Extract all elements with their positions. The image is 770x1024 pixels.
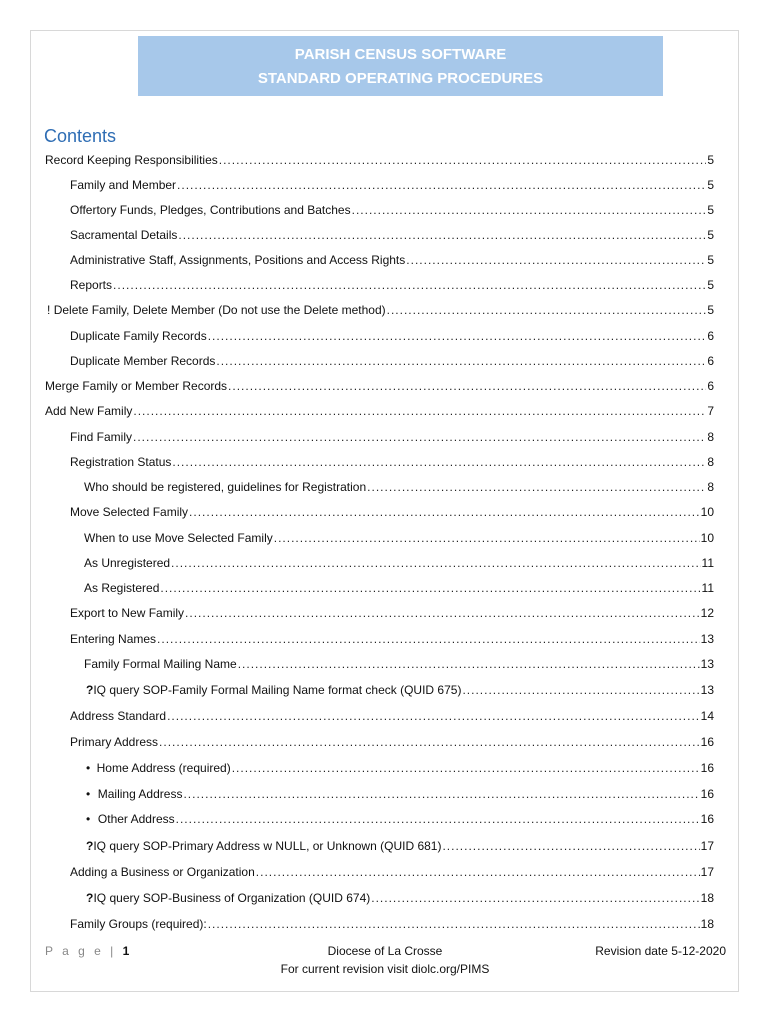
toc-dot-leader (159, 735, 700, 749)
toc-entry-title: As Registered (84, 581, 160, 595)
toc-dot-leader (160, 581, 700, 595)
toc-dot-leader (189, 505, 700, 519)
toc-dot-leader (208, 329, 707, 343)
toc-entry-page: 5 (707, 203, 714, 217)
toc-entry-title: Duplicate Family Records (70, 329, 207, 343)
toc-dot-leader (171, 556, 700, 570)
warning-marker-icon: ! (47, 303, 51, 317)
toc-dot-leader (208, 917, 700, 931)
toc-entry-title: Add New Family (45, 404, 133, 418)
toc-entry[interactable] (86, 891, 714, 907)
toc-dot-leader (367, 480, 706, 494)
toc-entry[interactable] (45, 379, 714, 395)
bullet-icon: • (86, 787, 91, 801)
toc-dot-leader (274, 531, 700, 545)
toc-entry-page: 5 (707, 278, 714, 292)
toc-entry-page: 5 (707, 253, 714, 267)
toc-entry[interactable] (70, 178, 714, 194)
toc-entry-page: 6 (707, 379, 714, 393)
query-marker-icon: ? (86, 839, 94, 853)
toc-dot-leader (178, 228, 706, 242)
toc-entry[interactable] (70, 228, 714, 244)
toc-entry-title: Primary Address (70, 735, 159, 749)
toc-dot-leader (176, 812, 700, 826)
toc-dot-leader (185, 606, 700, 620)
toc-entry[interactable] (84, 657, 714, 673)
toc-entry-page: 12 (700, 606, 714, 620)
toc-entry-title: Offertory Funds, Pledges, Contributions and Batches (70, 203, 351, 217)
toc-dot-leader (133, 430, 706, 444)
toc-entry[interactable] (70, 505, 714, 521)
bullet-icon: • (86, 761, 91, 775)
toc-entry-page: 16 (700, 787, 714, 801)
banner-title-line1: PARISH CENSUS SOFTWARE (294, 46, 507, 63)
toc-entry[interactable] (70, 606, 714, 622)
toc-entry-page: 13 (700, 632, 714, 646)
toc-dot-leader (387, 303, 707, 317)
toc-dot-leader (238, 657, 700, 671)
footer-revision-link: For current revision visit diolc.org/PIMS (280, 962, 490, 976)
toc-entry[interactable] (70, 203, 714, 219)
toc-entry-page: 17 (700, 839, 714, 853)
contents-heading: Contents (44, 126, 117, 146)
toc-entry[interactable] (70, 865, 714, 881)
footer-revision-date: Revision date 5-12-2020 (595, 944, 726, 958)
query-marker-icon: ? (86, 891, 94, 905)
bullet-icon: • (86, 812, 91, 826)
toc-dot-leader (133, 404, 706, 418)
toc-entry-title: Record Keeping Responsibilities (45, 153, 218, 167)
toc-entry-page: 13 (700, 657, 714, 671)
toc-entry-title: When to use Move Selected Family (84, 531, 273, 545)
toc-entry-page: 7 (707, 404, 714, 418)
toc-entry-page: 5 (707, 178, 714, 192)
toc-entry[interactable] (86, 761, 714, 777)
toc-entry-page: 10 (700, 531, 714, 545)
banner-title-line2: STANDARD OPERATING PROCEDURES (257, 70, 544, 87)
toc-entry-title: Registration Status (70, 455, 172, 469)
toc-entry[interactable] (70, 354, 714, 370)
toc-dot-leader (256, 865, 700, 879)
toc-entry-page: 14 (700, 709, 714, 723)
toc-entry-page: 13 (700, 683, 714, 697)
toc-entry[interactable] (84, 531, 714, 547)
toc-entry-title: Move Selected Family (70, 505, 189, 519)
toc-entry-title: Home Address (required) (96, 761, 231, 775)
toc-dot-leader (177, 178, 706, 192)
toc-entry-title: Mailing Address (97, 787, 183, 801)
toc-dot-leader (113, 278, 706, 292)
toc-entry-title: Duplicate Member Records (70, 354, 216, 368)
toc-entry-page: 17 (700, 865, 714, 879)
toc-entry[interactable] (45, 404, 714, 420)
toc-entry-title: Other Address (97, 812, 175, 826)
toc-entry-title: Family Groups (required): (70, 917, 207, 931)
toc-entry-page: 18 (700, 917, 714, 931)
toc-entry[interactable] (70, 455, 714, 471)
toc-entry[interactable] (86, 812, 714, 828)
toc-dot-leader (232, 761, 700, 775)
toc-entry[interactable] (70, 735, 714, 751)
toc-entry[interactable] (86, 683, 714, 699)
toc-entry-title: Who should be registered, guidelines for Registration (84, 480, 367, 494)
toc-entry-title: Merge Family or Member Records (45, 379, 228, 393)
toc-dot-leader (442, 839, 699, 853)
toc-dot-leader (219, 153, 707, 167)
query-marker-icon: ? (86, 683, 94, 697)
toc-entry-page: 11 (701, 556, 714, 570)
toc-entry-title: Delete Family, Delete Member (Do not use the Delete method) (53, 303, 386, 317)
toc-entry[interactable] (70, 917, 714, 933)
toc-entry-title: Family Formal Mailing Name (84, 657, 237, 671)
toc-entry-page: 5 (707, 228, 714, 242)
toc-entry[interactable] (70, 278, 714, 294)
toc-entry-title: Family and Member (70, 178, 177, 192)
toc-entry-page: 8 (707, 430, 714, 444)
toc-entry[interactable] (86, 787, 714, 803)
toc-entry-page: 6 (707, 329, 714, 343)
toc-entry-title: IQ query SOP-Primary Address w NULL, or Unknown (QUID 681) (93, 839, 442, 853)
toc-dot-leader (462, 683, 699, 697)
toc-entry-title: Administrative Staff, Assignments, Positions and Access Rights (70, 253, 406, 267)
footer-diocese: Diocese of La Crosse (327, 944, 443, 958)
toc-entry[interactable] (45, 153, 714, 169)
toc-entry-title: Adding a Business or Organization (70, 865, 255, 879)
toc-entry[interactable] (84, 581, 714, 597)
toc-dot-leader (167, 709, 700, 723)
footer-page-number: 1 (122, 944, 130, 958)
footer-page-label: P a g e | (45, 944, 117, 958)
toc-entry-page: 5 (707, 153, 714, 167)
toc-entry-title: Find Family (70, 430, 133, 444)
toc-entry[interactable] (70, 632, 714, 648)
toc-entry-page: 16 (700, 761, 714, 775)
toc-entry-title: Export to New Family (70, 606, 185, 620)
toc-entry-title: As Unregistered (84, 556, 171, 570)
toc-dot-leader (228, 379, 706, 393)
toc-entry-page: 8 (707, 455, 714, 469)
toc-entry-title: IQ query SOP-Family Formal Mailing Name format check (QUID 675) (93, 683, 462, 697)
toc-dot-leader (371, 891, 699, 905)
toc-dot-leader (406, 253, 706, 267)
toc-entry-page: 8 (707, 480, 714, 494)
toc-entry-page: 6 (707, 354, 714, 368)
toc-entry-title: Address Standard (70, 709, 167, 723)
toc-entry[interactable] (70, 709, 714, 725)
toc-entry-title: Reports (70, 278, 113, 292)
toc-dot-leader (216, 354, 706, 368)
toc-entry[interactable] (70, 430, 714, 446)
toc-dot-leader (157, 632, 700, 646)
toc-entry-page: 11 (701, 581, 714, 595)
toc-entry[interactable] (84, 556, 714, 572)
toc-entry-title: Sacramental Details (70, 228, 178, 242)
toc-entry-page: 16 (700, 812, 714, 826)
toc-entry-title: IQ query SOP-Business of Organization (QUID 674) (93, 891, 371, 905)
toc-entry[interactable] (86, 839, 714, 855)
toc-entry-page: 18 (700, 891, 714, 905)
toc-entry-page: 10 (700, 505, 714, 519)
toc-dot-leader (183, 787, 699, 801)
toc-entry[interactable] (70, 329, 714, 345)
toc-entry-page: 5 (707, 303, 714, 317)
toc-entry-title: Entering Names (70, 632, 157, 646)
toc-dot-leader (352, 203, 707, 217)
toc-entry[interactable] (47, 303, 714, 319)
toc-entry[interactable] (70, 253, 714, 269)
toc-entry[interactable] (84, 480, 714, 496)
toc-entry-page: 16 (700, 735, 714, 749)
toc-dot-leader (172, 455, 706, 469)
